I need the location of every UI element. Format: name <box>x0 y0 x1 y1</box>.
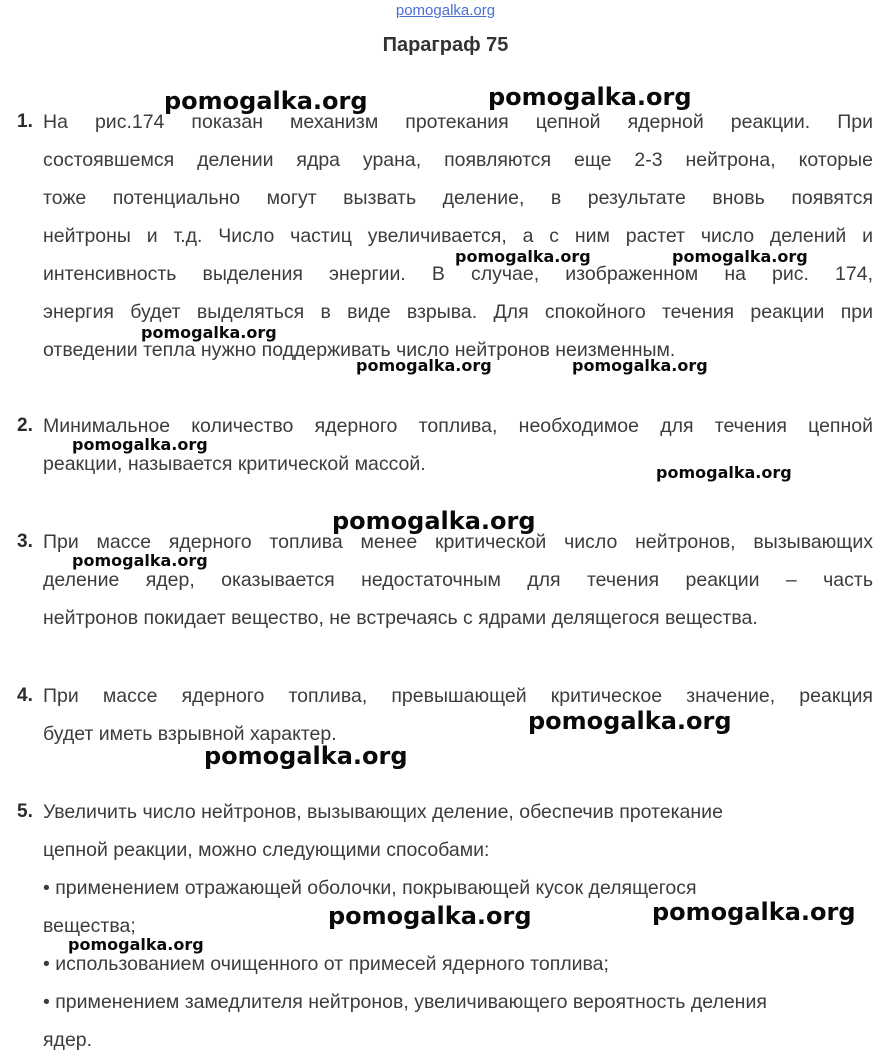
item-text <box>43 523 873 637</box>
watermark: pomogalka.org <box>572 356 708 375</box>
item-number: 1. <box>17 111 33 132</box>
watermark: pomogalka.org <box>328 902 532 930</box>
item-number: 3. <box>17 531 33 552</box>
site-link[interactable]: pomogalka.org <box>395 2 496 19</box>
text-line: цепной реакции, можно следующими способами: <box>43 839 490 861</box>
watermark: pomogalka.org <box>656 463 792 482</box>
text-line: При массе ядерного топлива менее критической число нейтронов, вызывающих <box>43 531 873 553</box>
text-line: • применением замедлителя нейтронов, увеличивающего вероятность деления <box>43 991 767 1013</box>
page-title: Параграф 75 <box>382 34 509 56</box>
text-line: состоявшемся делении ядра урана, появляются еще 2-3 нейтрона, которые <box>43 149 873 171</box>
watermark: pomogalka.org <box>72 551 208 570</box>
text-line: При массе ядерного топлива, превышающей критическое значение, реакция <box>43 685 873 707</box>
text-line: тоже потенциально могут вызвать деление, в результате вновь появятся <box>43 187 873 209</box>
watermark: pomogalka.org <box>528 707 732 735</box>
watermark: pomogalka.org <box>68 935 204 954</box>
text-line: ядер. <box>43 1029 93 1051</box>
text-line: нейтроны и т.д. Число частиц увеличивается, а с ним растет число делений и <box>43 225 873 247</box>
item-text <box>43 677 873 753</box>
text-line: энергия будет выделяться в виде взрыва. Для спокойного течения реакции при <box>43 301 873 323</box>
text-line: отведении тепла нужно поддерживать число нейтронов неизменным. <box>43 339 676 361</box>
item-number: 2. <box>17 415 33 436</box>
watermark: pomogalka.org <box>455 247 591 266</box>
watermark: pomogalka.org <box>488 83 692 111</box>
watermark: pomogalka.org <box>141 323 277 342</box>
watermark: pomogalka.org <box>72 435 208 454</box>
text-line: Минимальное количество ядерного топлива, необходимое для течения цепной <box>43 415 873 437</box>
text-line: вещества; <box>43 915 136 937</box>
watermark: pomogalka.org <box>164 87 368 115</box>
text-line: Увеличить число нейтронов, вызывающих деление, обеспечив протекание <box>43 801 723 823</box>
text-line: • применением отражающей оболочки, покрывающей кусок делящегося <box>43 877 697 899</box>
watermark: pomogalka.org <box>204 742 408 770</box>
text-line: • использованием очищенного от примесей ядерного топлива; <box>43 953 609 975</box>
item-number: 4. <box>17 685 33 706</box>
watermark: pomogalka.org <box>332 507 536 535</box>
text-line: будет иметь взрывной характер. <box>43 723 337 745</box>
text-line: нейтронов покидает вещество, не встречаясь с ядрами делящегося вещества. <box>43 607 758 629</box>
watermark: pomogalka.org <box>652 898 856 926</box>
item-number: 5. <box>17 801 33 822</box>
watermark: pomogalka.org <box>356 356 492 375</box>
text-line: деление ядер, оказывается недостаточным для течения реакции – часть <box>43 569 873 591</box>
text-line: На рис.174 показан механизм протекания цепной ядерной реакции. При <box>43 111 873 133</box>
text-line: реакции, называется критической массой. <box>43 453 426 475</box>
watermark: pomogalka.org <box>672 247 808 266</box>
text-line: интенсивность выделения энергии. В случае, изображенном на рис. 174, <box>43 263 873 285</box>
